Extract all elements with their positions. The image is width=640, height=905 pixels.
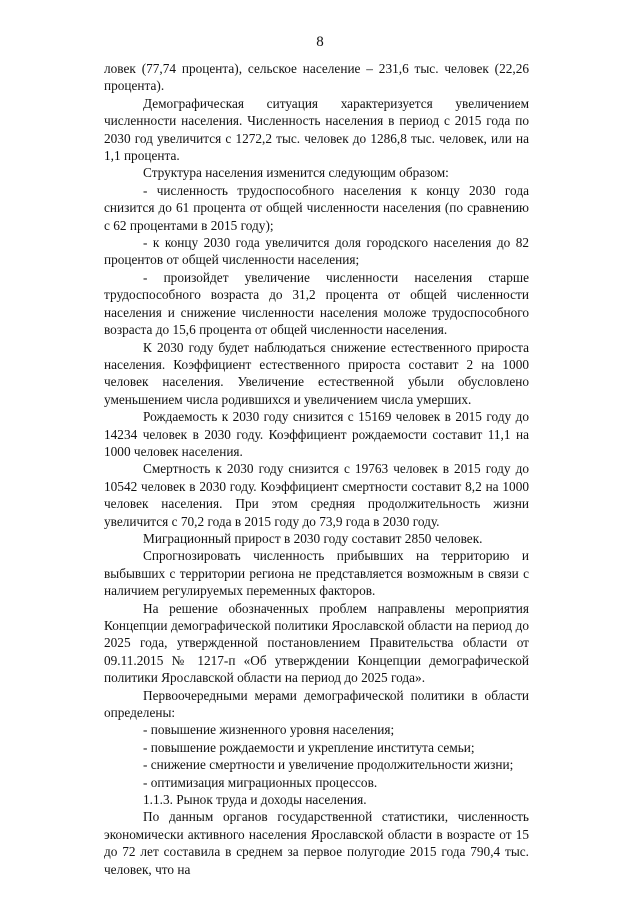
section-heading: 1.1.3. Рынок труда и доходы населения.	[143, 792, 367, 808]
list-item-mortality-life: - снижение смертности и увеличение продолжительности жизни;	[143, 757, 514, 773]
list-item-migration: - оптимизация миграционных процессов.	[143, 774, 378, 790]
paragraph-forecast: Спрогнозировать численность прибывших на территорию и выбывших с территории региона не представляется возможным в связи с наличием регулируемых переменных факторов.	[104, 548, 529, 599]
paragraph-continuation: ловек (77,74 процента), сельское население – 231,6 тыс. человек (22,26 процента).	[104, 61, 529, 94]
paragraph-concept: На решение обозначенных проблем направлены мероприятия Концепции демографической политики Ярославской области на период до 2025 года, утвержденной постановлением Правительства области от 09.11.2015 № 1217-п «Об утверждении Концепции демографической политики Ярославской области на период до 2025 года».	[104, 600, 529, 686]
paragraph-priority-measures: Первоочередными мерами демографической политики в области определены:	[104, 687, 529, 721]
list-item-working-age: - численность трудоспособного населения к концу 2030 года снизится до 61 процента от общей численности населения (по сравнению с 62 процентами в 2015 году);	[104, 182, 529, 233]
paragraph-birth-rate: Рождаемость к 2030 году снизится с 15169 человек в 2015 году до 14234 человек в 2030 году. Коэффициент рождаемости составит 11,1 на 1000 человек населения.	[104, 409, 529, 459]
document-body	[104, 60, 529, 878]
list-item-birth-family: - повышение рождаемости и укрепление института семьи;	[143, 739, 475, 755]
paragraph-structure-intro: Структура населения изменится следующим образом:	[143, 165, 449, 181]
page-number: 8	[316, 34, 324, 50]
list-item-living-standard: - повышение жизненного уровня населения;	[143, 722, 395, 738]
list-item-urban-share: - к концу 2030 года увеличится доля городского населения до 82 процентов от общей численности населения;	[104, 235, 529, 268]
list-item-age-shift: - произойдет увеличение численности населения старше трудоспособного возраста до 31,2 процента от общей численности населения и снижение численности населения моложе трудоспособного возраста до 15,6 процента от общей численности населения.	[104, 269, 529, 338]
paragraph-migration: Миграционный прирост в 2030 году составит 2850 человек.	[143, 530, 483, 546]
paragraph-demographic-situation: Демографическая ситуация характеризуется увеличением численности населения. Численность населения в период с 2015 года по 2030 год увеличится с 1272,2 тыс. человек до 1286,8 тыс. человек, или на 1,1 процента.	[104, 95, 529, 164]
paragraph-mortality: Смертность к 2030 году снизится с 19763 человек в 2015 году до 10542 человек в 2030 году. Коэффициент смертности составит 8,2 на 1000 человек населения. При этом средняя продолжительность жизни увеличится с 70,2 года в 2015 году до 73,9 года в 2030 году.	[104, 461, 529, 529]
paragraph-labor-statistics: По данным органов государственной статистики, численность экономически активного населения Ярославской области в возрасте от 15 до 72 лет составила в среднем за первое полугодие 2015 года 790,4 тыс. человек, что на	[104, 809, 529, 877]
paragraph-natural-growth: К 2030 году будет наблюдаться снижение естественного прироста населения. Коэффициент естественного прироста составит 2 на 1000 человек населения. Увеличение естественной убыли обусловлено уменьшением числа родившихся и увеличением числа умерших.	[104, 339, 529, 407]
